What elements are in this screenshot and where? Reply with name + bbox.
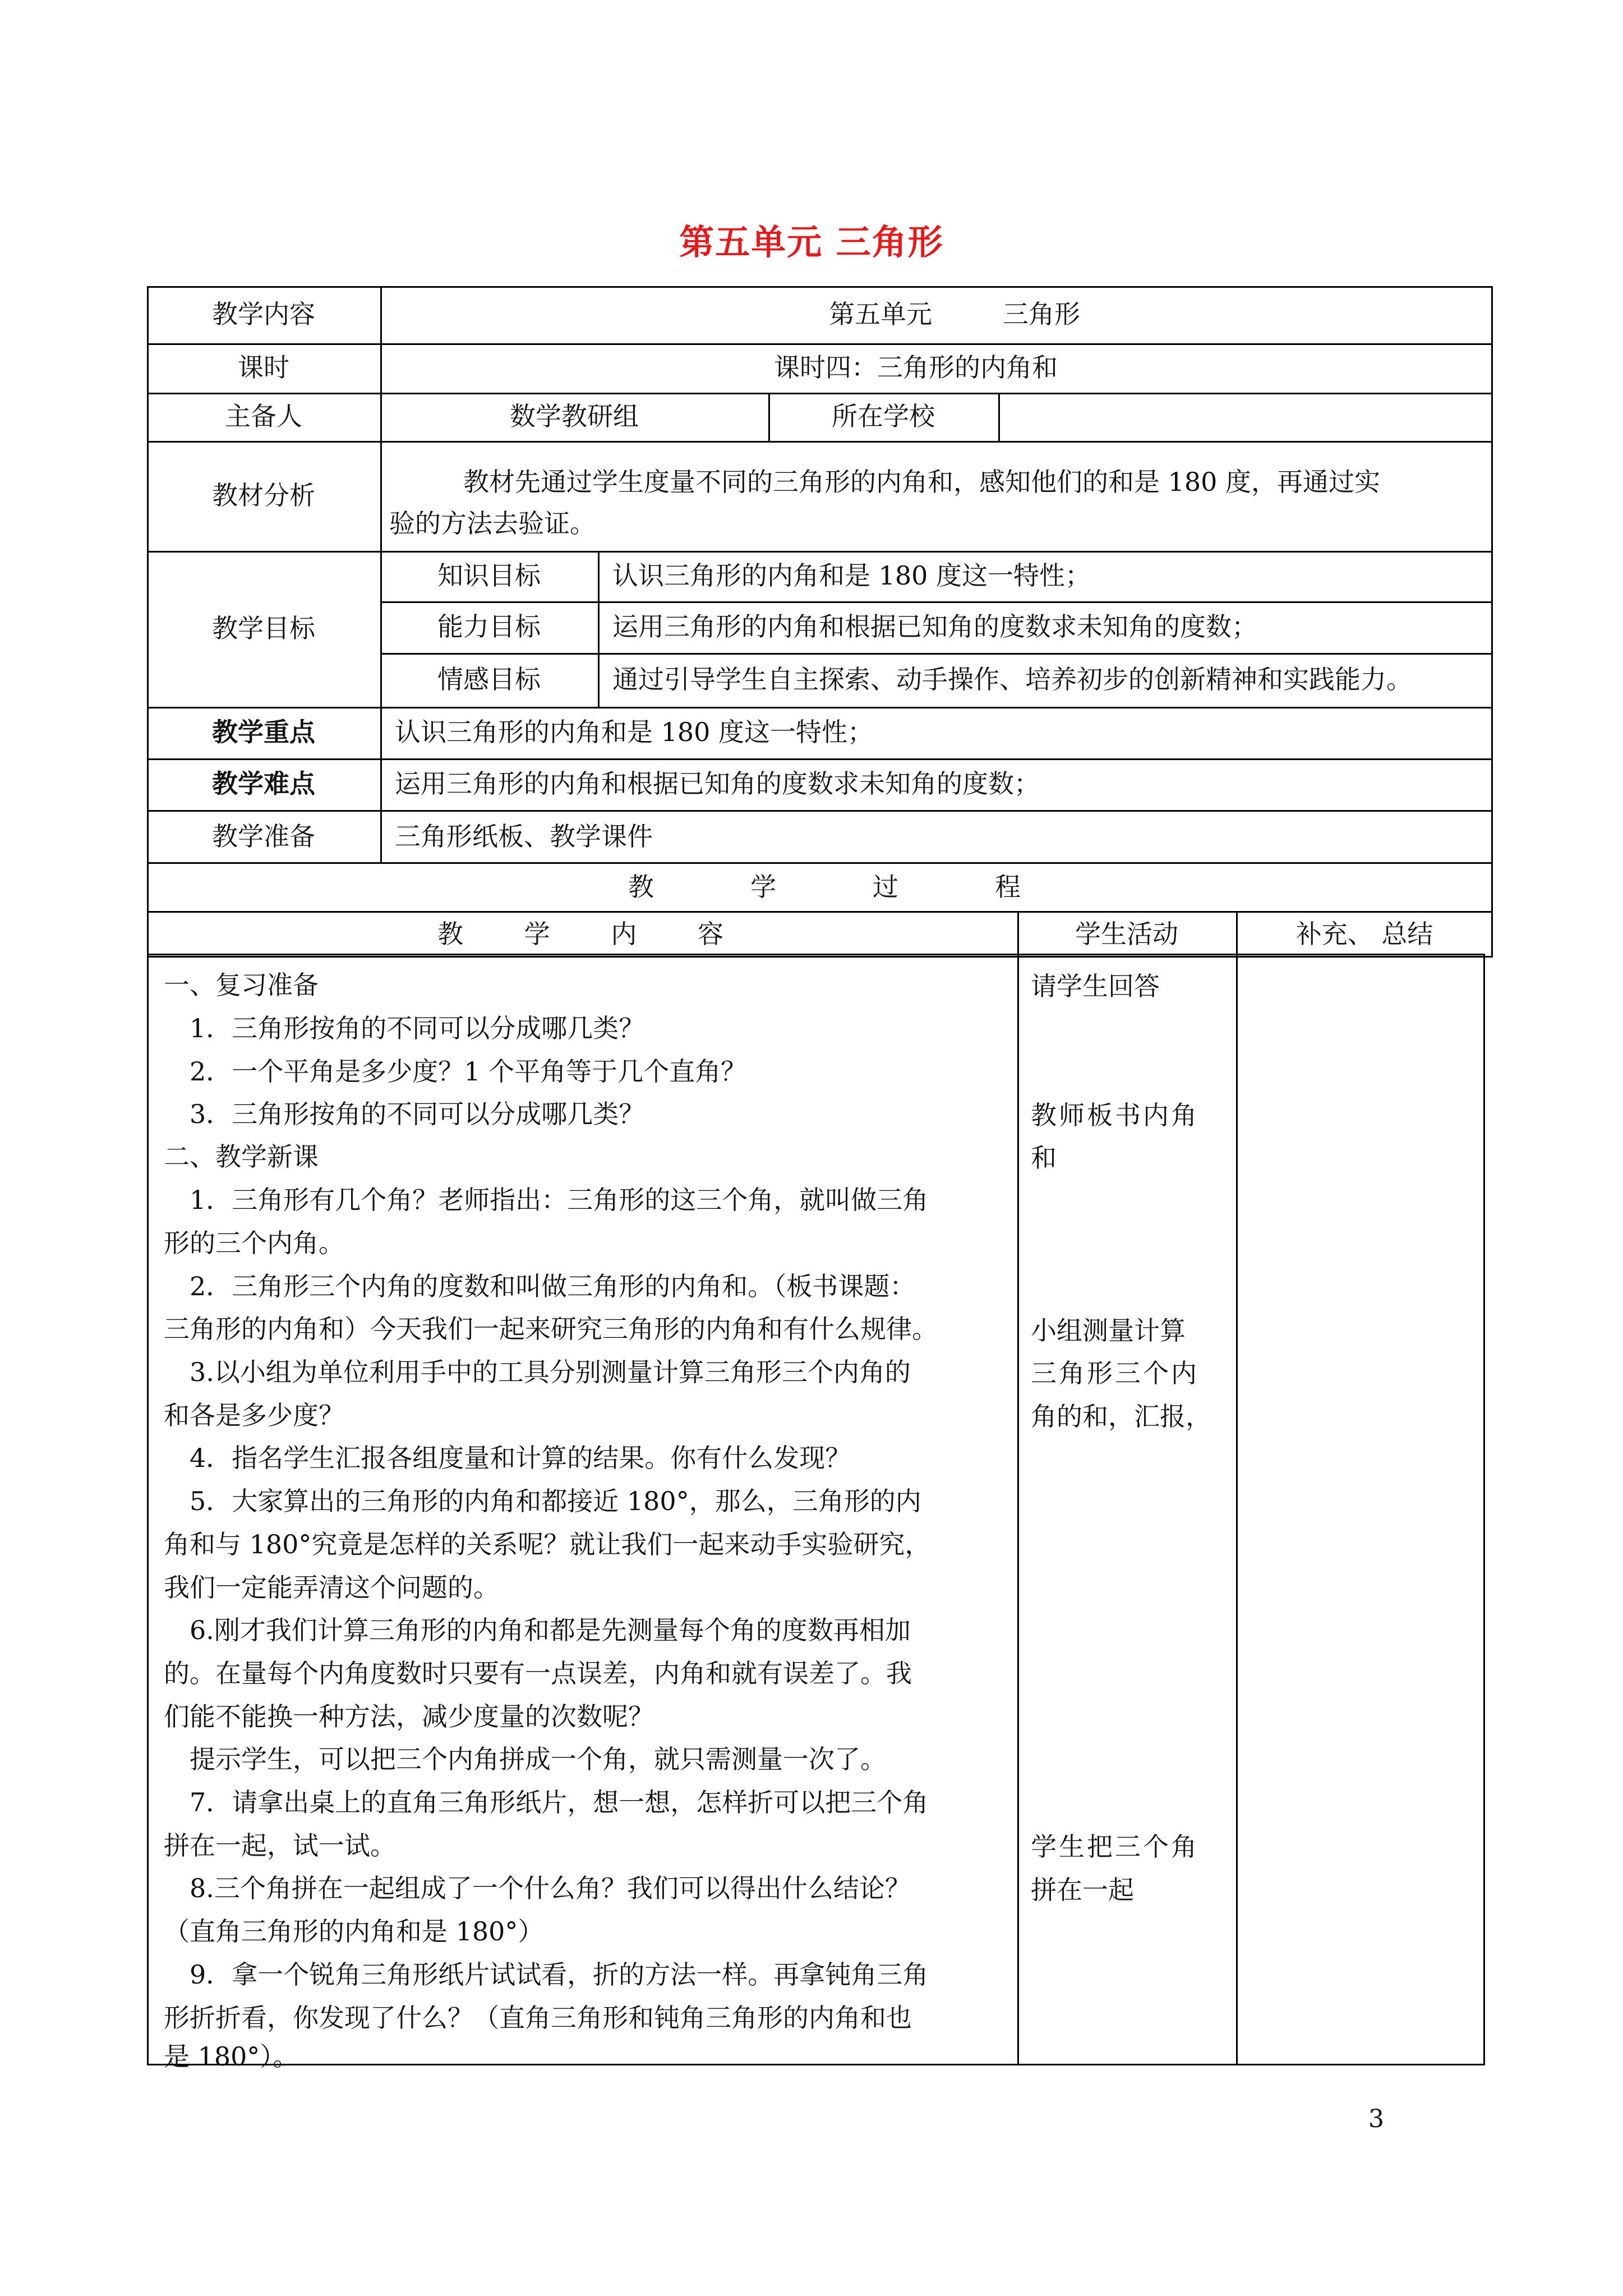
col-summary-header: 补充、 总结	[1295, 918, 1433, 949]
col-content-header	[437, 911, 723, 958]
content-line: 6.刚才我们计算三角形的内角和都是先测量每个角的度数再相加	[164, 1615, 911, 1645]
period-label: 课时	[238, 352, 289, 383]
content-unit: 第五单元	[829, 299, 932, 330]
content-line: 9．拿一个锐角三角形纸片试试看，折的方法一样。再拿钝角三角	[164, 1959, 929, 1990]
col-activity-header: 学生活动	[1075, 918, 1178, 949]
col-content-char-3: 内	[611, 918, 637, 949]
process-heading-char-4: 程	[995, 872, 1021, 903]
content-line: 3．三角形按角的不同可以分成哪几类？	[164, 1099, 645, 1129]
col-content-char-1: 教	[437, 918, 463, 949]
key-point-label: 教学重点	[212, 717, 315, 748]
content-line: 4．指名学生汇报各组度量和计算的结果。你有什么发现？	[164, 1443, 851, 1473]
content-line: 8.三个角拼在一起组成了一个什么角？我们可以得出什么结论？	[164, 1873, 911, 1903]
difficulty-value: 运用三角形的内角和根据已知角的度数求未知角的度数；	[395, 769, 1040, 799]
analysis-label: 教材分析	[212, 480, 315, 511]
analysis-line-2: 验的方法去验证。	[389, 508, 596, 539]
activity-line: 拼在一起	[1031, 1875, 1134, 1905]
activity-line: 小组测量计算	[1031, 1315, 1186, 1346]
content-value	[380, 286, 1493, 343]
content-line: 2．一个平角是多少度？1 个平角等于几个直角？	[164, 1056, 747, 1087]
activity-line: 请学生回答	[1031, 971, 1160, 1001]
content-line: 的。在量每个内角度数时只要有一点误差，内角和就有误差了。我	[164, 1658, 912, 1688]
goal-knowledge-label: 知识目标	[437, 560, 541, 591]
period-value: 课时四：三角形的内角和	[774, 352, 1058, 383]
goal-emotion-value: 通过引导学生自主探索、动手操作、培养初步的创新精神和实践能力。	[612, 664, 1412, 695]
content-line: 1．三角形有几个角？老师指出：三角形的这三个角，就叫做三角	[164, 1185, 929, 1215]
goals-label: 教学目标	[212, 613, 315, 644]
col-content-char-2: 学	[524, 918, 550, 949]
preparer-value: 数学教研组	[510, 401, 639, 432]
school-label: 所在学校	[832, 401, 935, 432]
content-line: 角和与 180°究竟是怎样的关系呢？就让我们一起来动手实验研究，	[164, 1529, 931, 1559]
content-label: 教学内容	[212, 299, 315, 330]
content-line: 和各是多少度？	[164, 1400, 344, 1430]
content-topic: 三角形	[1003, 299, 1080, 330]
content-line: （直角三角形的内角和是 180°）	[164, 1916, 544, 1947]
activity-line: 学生把三个角	[1031, 1832, 1199, 1862]
preparer-label: 主备人	[225, 401, 302, 432]
process-heading	[628, 862, 1021, 913]
difficulty-label: 教学难点	[212, 769, 315, 799]
school-value	[998, 393, 1493, 441]
content-line: 拼在一起，试一试。	[164, 1830, 396, 1861]
activity-line: 角的和，汇报，	[1031, 1401, 1211, 1432]
content-line: 提示学生，可以把三个内角拼成一个角，就只需测量一次了。	[164, 1744, 886, 1774]
content-line: 二、教学新课	[164, 1142, 319, 1172]
page-title: 第五单元 三角形	[679, 222, 944, 263]
key-point-value: 认识三角形的内角和是 180 度这一特性；	[395, 717, 874, 748]
content-line: 3.以小组为单位利用手中的工具分别测量计算三角形三个内角的	[164, 1357, 911, 1387]
goal-ability-label: 能力目标	[437, 611, 541, 642]
process-heading-char-2: 学	[750, 872, 776, 903]
content-line: 们能不能换一种方法，减少度量的次数呢？	[164, 1701, 654, 1732]
goal-knowledge-value: 认识三角形的内角和是 180 度这一特性；	[612, 560, 1091, 591]
process-heading-char-1: 教	[628, 872, 654, 903]
prep-value: 三角形纸板、教学课件	[395, 821, 653, 852]
analysis-line-1: 教材先通过学生度量不同的三角形的内角和，感知他们的和是 180 度，再通过实	[463, 467, 1381, 497]
activity-line: 和	[1031, 1143, 1057, 1173]
goal-ability-value: 运用三角形的内角和根据已知角的度数求未知角的度数；	[612, 611, 1257, 642]
content-line: 形的三个内角。	[164, 1228, 344, 1258]
content-line: 5．大家算出的三角形的内角和都接近 180°，那么，三角形的内	[164, 1486, 921, 1516]
activity-line: 三角形三个内	[1031, 1358, 1199, 1388]
col-content-char-4: 容	[697, 918, 723, 949]
content-line: 三角形的内角和）今天我们一起来研究三角形的内角和有什么规律。	[164, 1314, 938, 1344]
activity-line: 教师板书内角	[1031, 1100, 1199, 1130]
process-heading-char-3: 过	[873, 872, 898, 903]
page-number: 3	[1368, 2105, 1384, 2133]
prep-label: 教学准备	[212, 821, 315, 852]
goal-emotion-label: 情感目标	[437, 664, 541, 695]
content-line: 是 180°）。	[164, 2041, 299, 2072]
content-line: 1．三角形按角的不同可以分成哪几类？	[164, 1013, 645, 1043]
content-line: 我们一定能弄清这个问题的。	[164, 1572, 499, 1603]
content-line: 2．三角形三个内角的度数和叫做三角形的内角和。（板书课题：	[164, 1271, 916, 1301]
content-line: 一、复习准备	[164, 970, 319, 1000]
content-line: 7．请拿出桌上的直角三角形纸片，想一想，怎样折可以把三个角	[164, 1787, 929, 1818]
content-line: 形折折看，你发现了什么？（直角三角形和钝角三角形的内角和也	[164, 2003, 912, 2033]
